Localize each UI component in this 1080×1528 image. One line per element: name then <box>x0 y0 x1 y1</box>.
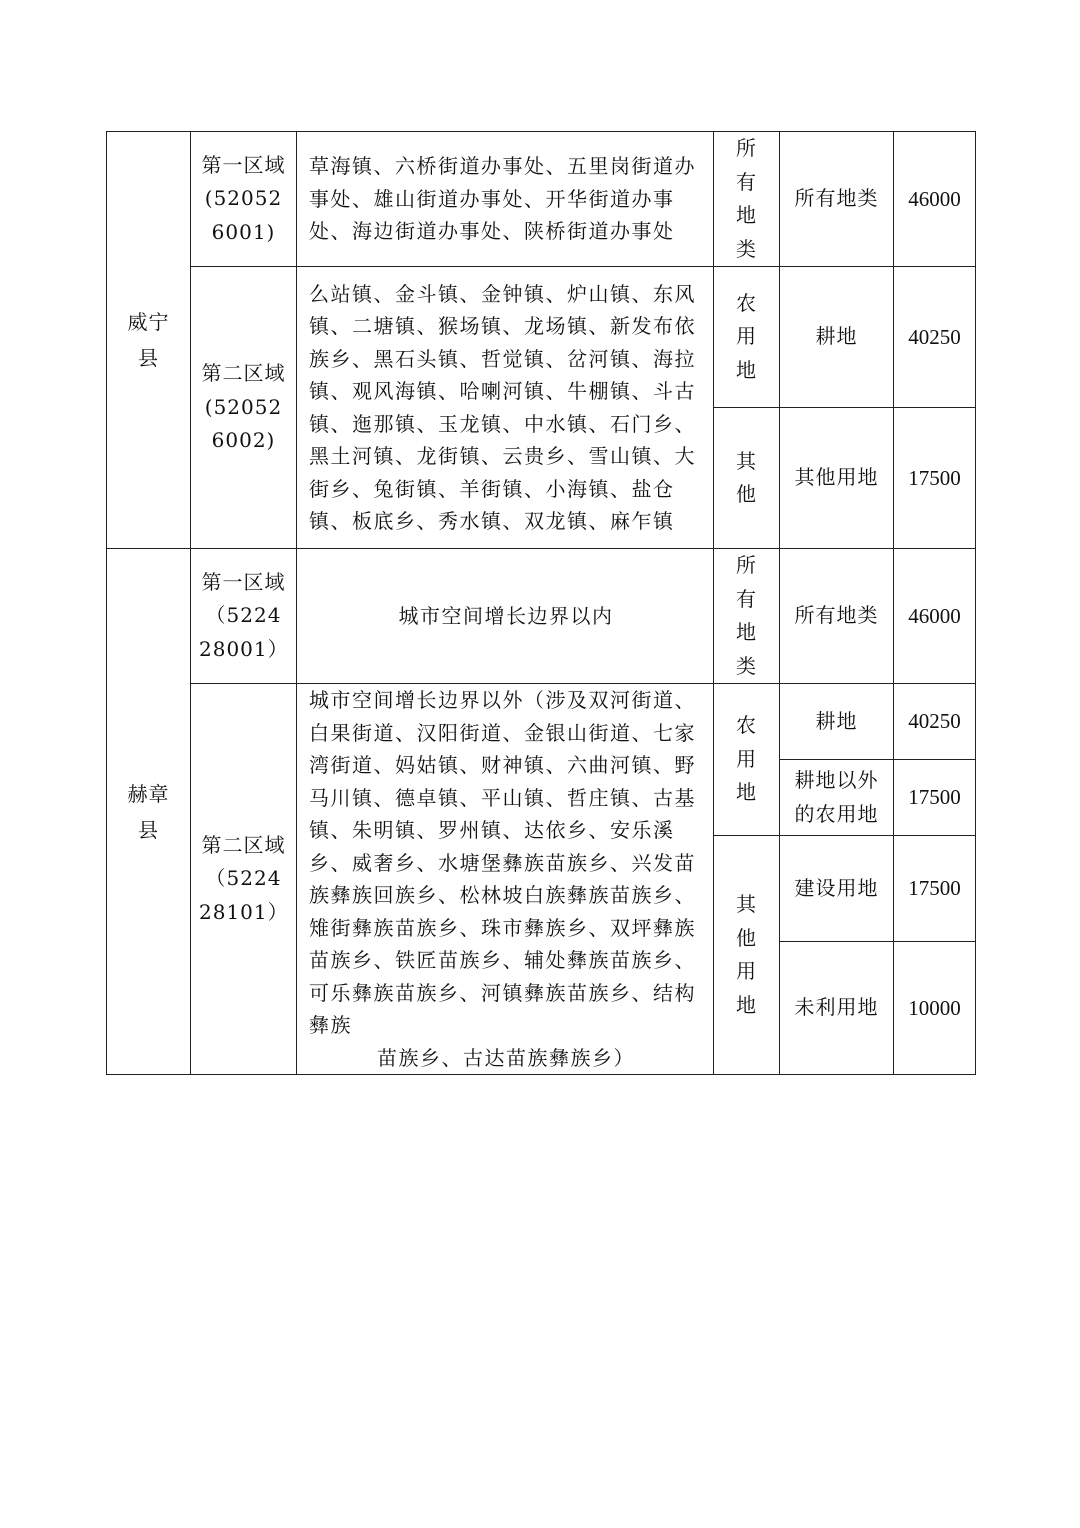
price-value: 40250 <box>894 684 976 760</box>
land-type: 未利用地 <box>780 942 894 1075</box>
land-price-table <box>106 131 976 1075</box>
price-value: 46000 <box>894 549 976 684</box>
price-value: 17500 <box>894 760 976 836</box>
land-type: 其他用地 <box>780 408 894 549</box>
price-value: 46000 <box>894 132 976 267</box>
land-type: 耕地 <box>780 267 894 408</box>
zone-label: 第二区域 （522428101） <box>191 684 297 1075</box>
land-category: 其他用地 <box>714 836 780 1075</box>
zone-label: 第一区域 (520526001) <box>191 132 297 267</box>
land-type: 建设用地 <box>780 836 894 942</box>
zone-towns: 么站镇、金斗镇、金钟镇、炉山镇、东风镇、二塘镇、猴场镇、龙场镇、新发布依族乡、黑石头镇、哲觉镇、岔河镇、海拉镇、观风海镇、哈喇河镇、牛棚镇、斗古镇、迤那镇、玉龙镇、中水镇、石门乡、黑土河镇、龙街镇、云贵乡、雪山镇、大街乡、兔街镇、羊街镇、小海镇、盐仓镇、板底乡、秀水镇、双龙镇、麻乍镇 <box>297 267 714 549</box>
zone-label: 第二区域 (520526002) <box>191 267 297 549</box>
price-value: 10000 <box>894 942 976 1075</box>
land-category: 所有地类 <box>714 549 780 684</box>
land-category: 所有地类 <box>714 132 780 267</box>
land-type: 耕地以外的农用地 <box>780 760 894 836</box>
land-category: 农用地 <box>714 267 780 408</box>
zone-towns: 城市空间增长边界以外（涉及双河街道、白果街道、汉阳街道、金银山街道、七家湾街道、妈姑镇、财神镇、六曲河镇、野马川镇、德卓镇、平山镇、哲庄镇、古基镇、朱明镇、罗州镇、达依乡、安乐溪乡、威奢乡、水塘堡彝族苗族乡、兴发苗族彝族回族乡、松林坡白族彝族苗族乡、雉街彝族苗族乡、珠市彝族乡、双坪彝族苗族乡、铁匠苗族乡、辅处彝族苗族乡、可乐彝族苗族乡、河镇彝族苗族乡、结构彝族 苗族乡、古达苗族彝族乡） <box>297 684 714 1075</box>
zone-towns: 草海镇、六桥街道办事处、五里岗街道办事处、雄山街道办事处、开华街道办事处、海边街道办事处、陕桥街道办事处 <box>297 132 714 267</box>
land-type: 所有地类 <box>780 132 894 267</box>
zone-label: 第一区域 （522428001） <box>191 549 297 684</box>
county-hezhang: 赫章县 <box>107 549 191 1075</box>
price-value: 17500 <box>894 408 976 549</box>
zone-towns: 城市空间增长边界以内 <box>297 549 714 684</box>
county-weining: 威宁县 <box>107 132 191 549</box>
land-type: 所有地类 <box>780 549 894 684</box>
price-value: 17500 <box>894 836 976 942</box>
land-category: 农用地 <box>714 684 780 836</box>
land-type: 耕地 <box>780 684 894 760</box>
price-value: 40250 <box>894 267 976 408</box>
land-category: 其他 <box>714 408 780 549</box>
